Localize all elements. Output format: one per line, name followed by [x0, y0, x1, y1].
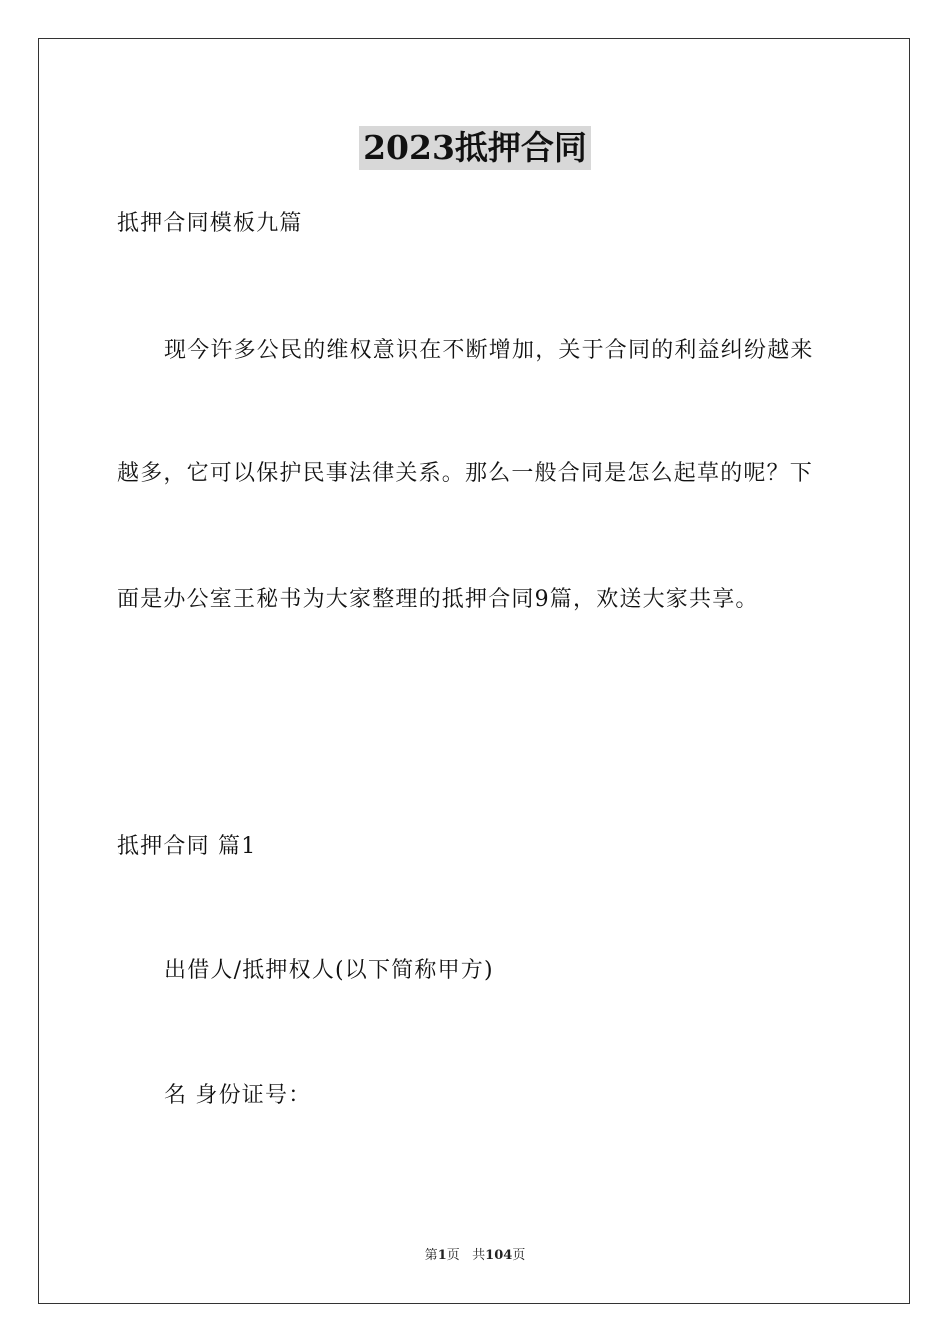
intro-line-3: 面是办公室王秘书为大家整理的抵押合同9篇，欢送大家共享。: [117, 587, 759, 612]
footer-page-suffix: 页: [446, 1248, 460, 1263]
footer-total-prefix: 共: [472, 1248, 486, 1263]
intro-line-2: 越多，它可以保护民事法律关系。那么一般合同是怎么起草的呢？下: [117, 461, 814, 486]
footer-page-number: 1: [437, 1248, 447, 1263]
section-heading: 抵押合同 篇1: [117, 834, 257, 859]
intro-line-1: 现今许多公民的维权意识在不断增加，关于合同的利益纠纷越来: [164, 338, 814, 363]
document-title: 2023抵押合同: [359, 126, 591, 170]
name-id-label: 名 身份证号：: [164, 1083, 312, 1108]
title-container: [0, 126, 950, 170]
footer-total-suffix: 页: [512, 1248, 526, 1263]
document-subtitle: 抵押合同模板九篇: [117, 211, 303, 236]
footer-page-prefix: 第: [424, 1248, 438, 1263]
page-footer: [0, 1247, 950, 1265]
footer-total-pages: 104: [485, 1248, 513, 1263]
party-label: 出借人/抵押权人(以下简称甲方): [164, 958, 494, 983]
